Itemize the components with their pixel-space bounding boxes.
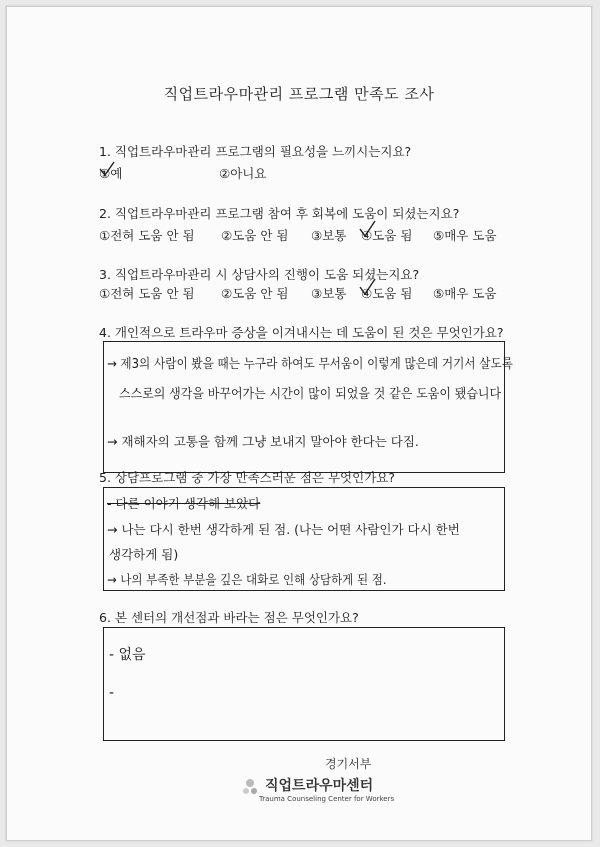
q4-answer-line-3: → 재해자의 고통을 함께 그냥 보내지 말아야 한다는 다짐. <box>107 434 419 449</box>
footer-center-name-en: Trauma Counseling Center for Workers <box>259 795 395 803</box>
answer-box-6[interactable] <box>103 627 505 741</box>
question-5-label: 5. 상담프로그램 중 가장 만족스러운 점은 무엇인가요? <box>99 470 395 485</box>
question-4-label: 4. 개인적으로 트라우마 증상을 이겨내시는 데 도움이 된 것은 무엇인가요? <box>99 325 504 340</box>
question-1-label: 1. 직업트라우마관리 프로그램의 필요성을 느끼시는지요? <box>99 144 412 159</box>
question-2-label: 2. 직업트라우마관리 프로그램 참여 후 회복에 도움이 되셨는지요? <box>99 206 460 221</box>
q2-check-mark-icon <box>357 219 377 239</box>
q2-option-2[interactable]: ②도움 안 됨 <box>221 228 289 243</box>
q5-answer-line-4: → 나의 부족한 부분을 깊은 대화로 인해 상담하게 된 점. <box>107 572 387 587</box>
q3-option-2[interactable]: ②도움 안 됨 <box>221 286 289 301</box>
footer-center-name: 직업트라우마센터 <box>265 778 374 794</box>
q2-option-3[interactable]: ③보통 <box>311 228 347 243</box>
q6-answer-line-2: - <box>109 685 115 701</box>
q3-option-3[interactable]: ③보통 <box>311 286 347 301</box>
q5-answer-line-3: 생각하게 됨) <box>109 547 179 562</box>
question-3-label: 3. 직업트라우마관리 시 상담사의 진행이 도움 되셨는지요? <box>99 267 420 282</box>
question-6-label: 6. 본 센터의 개선점과 바라는 점은 무엇인가요? <box>99 610 359 625</box>
q5-answer-line-2: → 나는 다시 한번 생각하게 된 점. (나는 어떤 사람인가 다시 한번 <box>107 522 460 537</box>
q3-option-1[interactable]: ①전혀 도움 안 됨 <box>99 286 195 301</box>
page-title: 직업트라우마관리 프로그램 만족도 조사 <box>163 85 435 103</box>
q3-option-5[interactable]: ⑤매우 도움 <box>433 286 497 301</box>
q4-answer-line-1: → 제3의 사람이 봤을 때는 누구라 하여도 무서움이 이렇게 많은데 거기서 살도록 <box>107 355 513 372</box>
survey-page <box>6 6 592 841</box>
q1-option-2[interactable]: ②아니요 <box>219 166 267 181</box>
q4-answer-line-2: 스스로의 생각을 바꾸어가는 시간이 많이 되었을 것 같은 도움이 됐습니다 <box>119 385 502 402</box>
q2-option-1[interactable]: ①전혀 도움 안 됨 <box>99 228 195 243</box>
q1-check-mark-icon <box>98 160 116 178</box>
q3-option-4[interactable]: ④도움 됨 <box>361 286 413 301</box>
q6-answer-line-1: - 없음 <box>109 647 146 663</box>
center-logo-icon <box>241 777 259 797</box>
q2-option-5[interactable]: ⑤매우 도움 <box>433 228 497 243</box>
q2-option-4[interactable]: ④도움 됨 <box>361 228 413 243</box>
q5-answer-line-1-struck: - 다른 이야기 생각해 보았다 <box>107 496 261 511</box>
q1-option-1[interactable]: ①예 <box>99 166 123 181</box>
footer-region: 경기서부 <box>325 757 372 771</box>
q3-check-mark-icon <box>357 277 377 297</box>
